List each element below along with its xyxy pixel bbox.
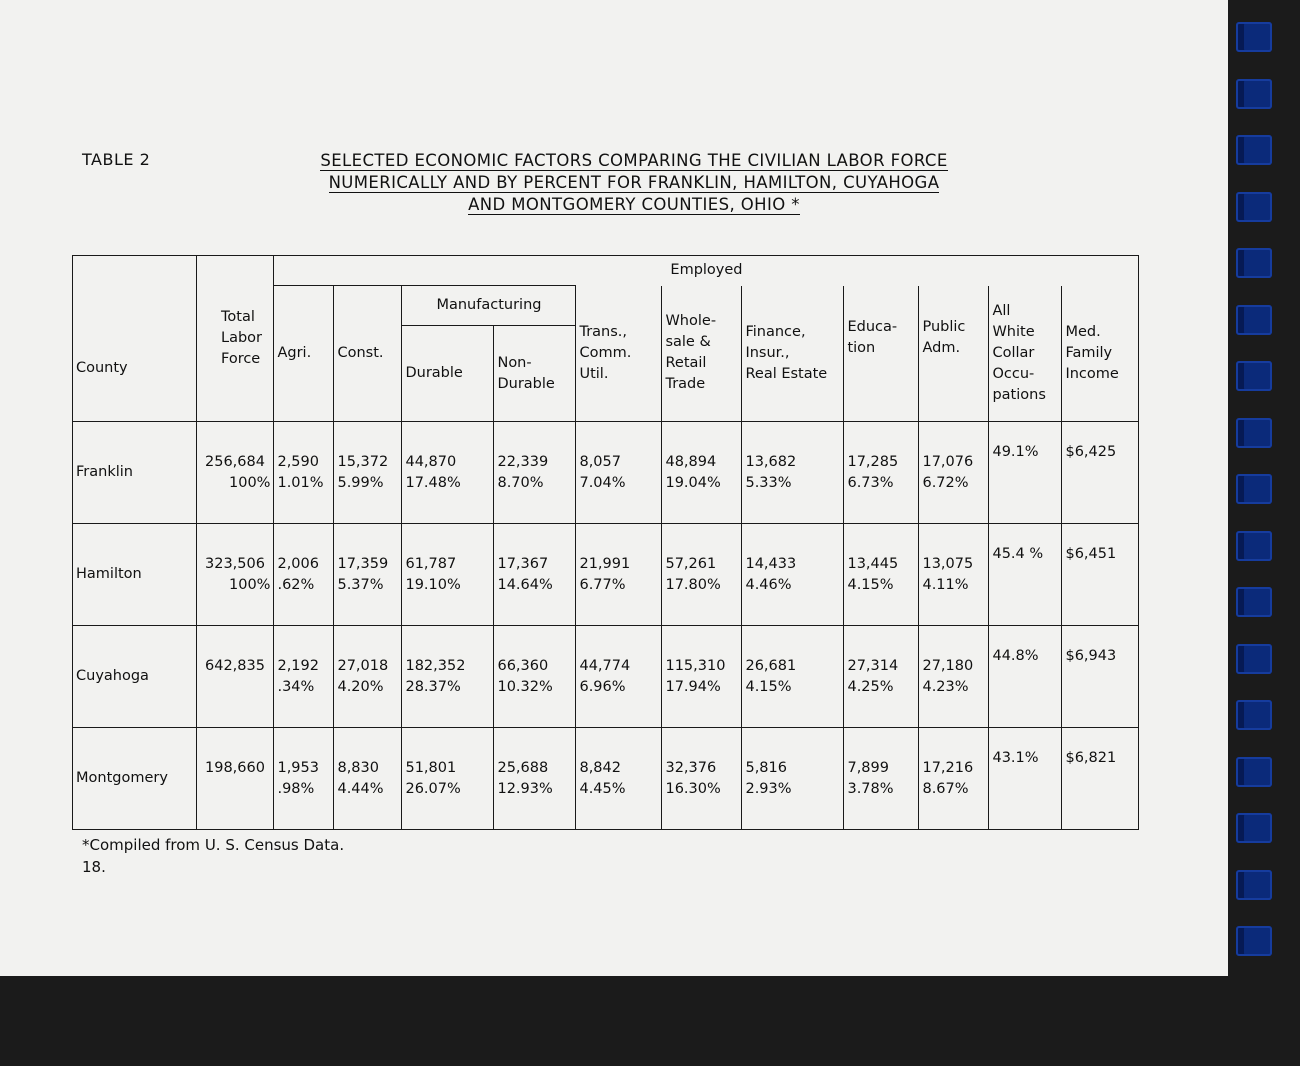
county-cell: Cuyahoga: [73, 626, 197, 728]
header-durable: Durable: [402, 326, 494, 422]
finance-cell: [742, 524, 844, 626]
non-durable-cell: [494, 728, 576, 830]
percent-value: 4.44%: [337, 780, 384, 797]
non-durable-cell: [494, 524, 576, 626]
binding-ring: [1236, 192, 1272, 222]
count-value: 61,787: [405, 555, 457, 572]
durable-cell: [402, 422, 494, 524]
count-value: 8,830: [337, 759, 379, 776]
trans-cell: [576, 524, 662, 626]
trans-cell: [576, 728, 662, 830]
count-value: 256,684: [205, 453, 265, 470]
agri-cell: [274, 422, 334, 524]
med-income-cell: $6,943: [1062, 626, 1139, 728]
count-value: 115,310: [665, 657, 726, 674]
public-adm-cell: [919, 422, 989, 524]
header-trans-line: Util.: [579, 365, 609, 382]
white-collar-cell: 45.4 %: [989, 524, 1062, 626]
percent-value: 19.04%: [665, 474, 721, 491]
percent-value: 17.94%: [665, 678, 721, 695]
wholesale-cell: [662, 524, 742, 626]
percent-value: 4.45%: [579, 780, 626, 797]
percent-value: 19.10%: [405, 576, 461, 593]
header-finance-line: Real Estate: [745, 365, 828, 382]
binding-ring: [1236, 361, 1272, 391]
percent-value: 2.93%: [745, 780, 792, 797]
binding-ring: [1236, 531, 1272, 561]
header-public-adm: [919, 286, 989, 422]
header-public-adm-line: Adm.: [922, 340, 961, 357]
count-value: 25,688: [497, 759, 549, 776]
durable-cell: [402, 524, 494, 626]
percent-value: 26.07%: [405, 780, 461, 797]
count-value: 5,816: [745, 759, 787, 776]
wholesale-cell: [662, 626, 742, 728]
binding-ring: [1236, 757, 1272, 787]
percent-value: 4.15%: [745, 678, 792, 695]
percent-value: 6.73%: [847, 474, 894, 491]
percent-value: 6.77%: [579, 576, 626, 593]
white-collar-cell: 44.8%: [989, 626, 1062, 728]
header-finance: [742, 286, 844, 422]
header-total-line: Labor: [221, 330, 263, 346]
binding-ring: [1236, 700, 1272, 730]
county-cell: Hamilton: [73, 524, 197, 626]
header-wholesale-line: Whole-: [665, 313, 717, 330]
percent-value: 8.67%: [922, 780, 969, 797]
count-value: 17,367: [497, 555, 549, 572]
count-value: 17,076: [922, 453, 974, 470]
header-education-line: tion: [847, 340, 876, 357]
percent-value: 16.30%: [665, 780, 721, 797]
header-manufacturing: Manufacturing: [402, 286, 576, 326]
binding-ring: [1236, 926, 1272, 956]
percent-value: 8.70%: [497, 474, 544, 491]
count-value: 7,899: [847, 759, 889, 776]
count-value: 44,870: [405, 453, 457, 470]
header-non-durable-line: Non-: [497, 354, 532, 371]
percent-value: 1.01%: [277, 474, 324, 491]
table-row: [73, 626, 1139, 728]
header-education: [844, 286, 919, 422]
header-finance-line: Insur.,: [745, 344, 790, 361]
percent-value: 5.37%: [337, 576, 384, 593]
binding-ring: [1236, 248, 1272, 278]
public-adm-cell: [919, 626, 989, 728]
trans-cell: [576, 422, 662, 524]
header-med-income-line: Family: [1065, 344, 1113, 361]
count-value: 57,261: [665, 555, 717, 572]
education-cell: [844, 728, 919, 830]
count-value: 8,057: [579, 453, 621, 470]
header-white-collar-line: pations: [992, 386, 1046, 403]
binding-ring: [1236, 79, 1272, 109]
header-white-collar: [989, 286, 1062, 422]
header-trans-line: Comm.: [579, 344, 632, 361]
binding-ring: [1236, 22, 1272, 52]
percent-value: 4.25%: [847, 678, 894, 695]
header-wholesale-line: Retail: [665, 355, 707, 372]
count-value: 27,180: [922, 657, 974, 674]
count-value: 17,285: [847, 453, 899, 470]
percent-value: .34%: [277, 678, 315, 695]
percent-value: 14.64%: [497, 576, 553, 593]
title-line-3: AND MONTGOMERY COUNTIES, OHIO *: [468, 195, 800, 214]
labor-force-table: [72, 255, 1139, 830]
header-education-line: Educa-: [847, 319, 898, 336]
white-collar-cell: 49.1%: [989, 422, 1062, 524]
finance-cell: [742, 422, 844, 524]
count-value: 13,075: [922, 555, 974, 572]
education-cell: [844, 626, 919, 728]
binding-ring: [1236, 813, 1272, 843]
header-white-collar-line: Occu-: [992, 365, 1035, 382]
percent-value: 7.04%: [579, 474, 626, 491]
total-cell: [197, 524, 274, 626]
percent-value: 17.48%: [405, 474, 461, 491]
table-row: [73, 422, 1139, 524]
count-value: 8,842: [579, 759, 621, 776]
non-durable-cell: [494, 626, 576, 728]
percent-value: 100%: [229, 576, 271, 593]
count-value: 2,006: [277, 555, 319, 572]
percent-value: [205, 677, 270, 698]
agri-cell: [274, 524, 334, 626]
total-cell: [197, 728, 274, 830]
table-title: [294, 150, 974, 216]
count-value: 48,894: [665, 453, 717, 470]
percent-value: 5.33%: [745, 474, 792, 491]
count-value: 66,360: [497, 657, 549, 674]
header-med-income-line: Med.: [1065, 323, 1101, 340]
header-public-adm-line: Public: [922, 319, 966, 336]
header-non-durable-line: Durable: [497, 375, 555, 392]
header-wholesale-line: Trade: [665, 376, 706, 393]
count-value: 182,352: [405, 657, 466, 674]
title-line-1: SELECTED ECONOMIC FACTORS COMPARING THE CIVILIAN LABOR FORCE: [320, 151, 948, 170]
header-white-collar-line: White: [992, 323, 1035, 340]
count-value: 198,660: [205, 759, 265, 776]
const-cell: [334, 626, 402, 728]
count-value: 13,445: [847, 555, 899, 572]
trans-cell: [576, 626, 662, 728]
finance-cell: [742, 728, 844, 830]
non-durable-cell: [494, 422, 576, 524]
county-cell: Montgomery: [73, 728, 197, 830]
count-value: 323,506: [205, 555, 265, 572]
percent-value: 4.11%: [922, 576, 969, 593]
header-white-collar-line: All: [992, 302, 1011, 319]
title-line-2: NUMERICALLY AND BY PERCENT FOR FRANKLIN, HAMILTON, CUYAHOGA: [328, 173, 940, 192]
header-white-collar-line: Collar: [992, 344, 1035, 361]
agri-cell: [274, 728, 334, 830]
percent-value: 4.46%: [745, 576, 792, 593]
const-cell: [334, 728, 402, 830]
percent-value: 4.15%: [847, 576, 894, 593]
percent-value: .98%: [277, 780, 315, 797]
const-cell: [334, 422, 402, 524]
header-agri: Agri.: [274, 286, 334, 422]
count-value: 27,018: [337, 657, 389, 674]
header-const: Const.: [334, 286, 402, 422]
percent-value: 12.93%: [497, 780, 553, 797]
percent-value: 4.20%: [337, 678, 384, 695]
count-value: 17,216: [922, 759, 974, 776]
count-value: 642,835: [205, 657, 265, 674]
education-cell: [844, 524, 919, 626]
percent-value: 10.32%: [497, 678, 553, 695]
header-county: County: [73, 256, 197, 422]
education-cell: [844, 422, 919, 524]
header-non-durable: [494, 326, 576, 422]
count-value: 2,192: [277, 657, 319, 674]
binding-ring: [1236, 474, 1272, 504]
wholesale-cell: [662, 422, 742, 524]
count-value: 51,801: [405, 759, 457, 776]
header-total-line: Force: [221, 351, 261, 367]
white-collar-cell: 43.1%: [989, 728, 1062, 830]
percent-value: [205, 779, 270, 800]
percent-value: 3.78%: [847, 780, 894, 797]
public-adm-cell: [919, 728, 989, 830]
count-value: 13,682: [745, 453, 797, 470]
binding-ring: [1236, 135, 1272, 165]
total-cell: [197, 626, 274, 728]
binding-ring: [1236, 418, 1272, 448]
header-med-income: [1062, 286, 1139, 422]
footnote: [82, 834, 344, 878]
header-med-income-line: Income: [1065, 365, 1119, 382]
header-finance-line: Finance,: [745, 323, 806, 340]
binding-ring: [1236, 644, 1272, 674]
count-value: 21,991: [579, 555, 631, 572]
header-total-line: Total: [221, 309, 255, 325]
percent-value: 6.72%: [922, 474, 969, 491]
percent-value: 6.96%: [579, 678, 626, 695]
count-value: 44,774: [579, 657, 631, 674]
count-value: 2,590: [277, 453, 319, 470]
header-employed: Employed: [274, 256, 1139, 286]
count-value: 17,359: [337, 555, 389, 572]
agri-cell: [274, 626, 334, 728]
count-value: 32,376: [665, 759, 717, 776]
count-value: 22,339: [497, 453, 549, 470]
count-value: 14,433: [745, 555, 797, 572]
med-income-cell: $6,425: [1062, 422, 1139, 524]
header-wholesale: [662, 286, 742, 422]
header-wholesale-line: sale &: [665, 334, 711, 351]
binding-ring: [1236, 870, 1272, 900]
finance-cell: [742, 626, 844, 728]
header-total-labor-force: [197, 256, 274, 422]
binding-ring: [1236, 587, 1272, 617]
header-trans-line: Trans.,: [579, 323, 628, 340]
table-row: [73, 524, 1139, 626]
page-number: 18.: [82, 858, 106, 876]
percent-value: 100%: [229, 474, 271, 491]
table-label: TABLE 2: [82, 150, 151, 169]
percent-value: 4.23%: [922, 678, 969, 695]
public-adm-cell: [919, 524, 989, 626]
durable-cell: [402, 626, 494, 728]
total-cell: [197, 422, 274, 524]
count-value: 15,372: [337, 453, 389, 470]
med-income-cell: $6,821: [1062, 728, 1139, 830]
header-trans: [576, 286, 662, 422]
binding-ring: [1236, 305, 1272, 335]
percent-value: 17.80%: [665, 576, 721, 593]
wholesale-cell: [662, 728, 742, 830]
county-cell: Franklin: [73, 422, 197, 524]
footnote-source: *Compiled from U. S. Census Data.: [82, 836, 345, 854]
percent-value: .62%: [277, 576, 315, 593]
const-cell: [334, 524, 402, 626]
percent-value: 5.99%: [337, 474, 384, 491]
table-row: [73, 728, 1139, 830]
count-value: 26,681: [745, 657, 797, 674]
durable-cell: [402, 728, 494, 830]
med-income-cell: $6,451: [1062, 524, 1139, 626]
percent-value: 28.37%: [405, 678, 461, 695]
count-value: 1,953: [277, 759, 319, 776]
count-value: 27,314: [847, 657, 899, 674]
